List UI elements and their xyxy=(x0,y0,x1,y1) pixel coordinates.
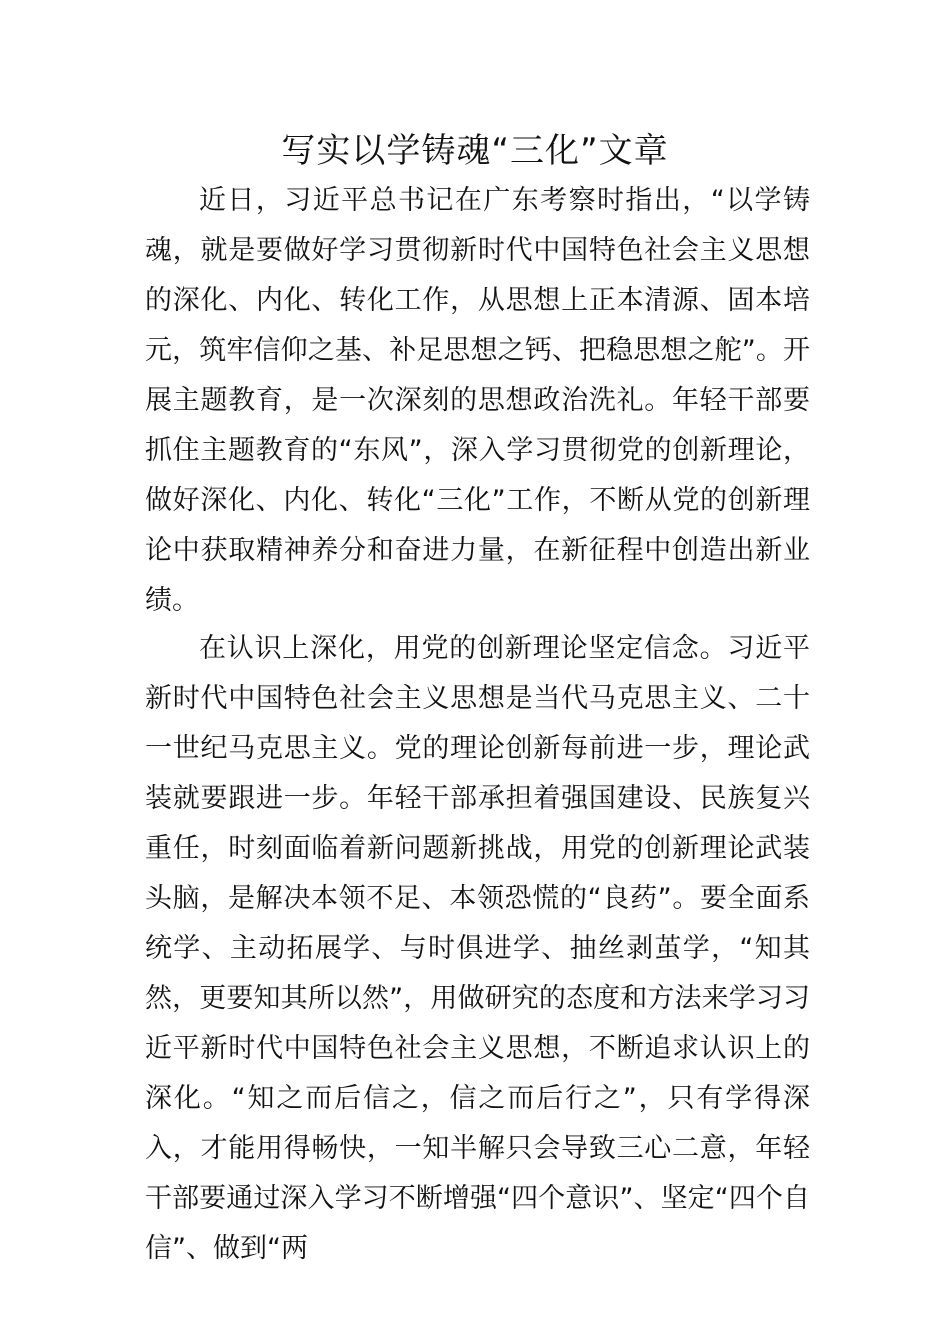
paragraph-2: 在认识上深化，用党的创新理论坚定信念。习近平新时代中国特色社会主义思想是当代马克思主义、二十一世纪马克思主义。党的理论创新每前进一步，理论武装就要跟进一步。年轻干部承担着强国建设、民族复兴重任，时刻面临着新问题新挑战，用党的创新理论武装头脑，是解决本领不足、本领恐慌的“良药”。要全面系统学、主动拓展学、与时俱进学、抽丝剥茧学，“知其然，更要知其所以然”，用做研究的态度和方法来学习习近平新时代中国特色社会主义思想，不断追求认识上的深化。“知之而后信之，信之而后行之”，只有学得深入，才能用得畅快，一知半解只会导致三心二意，年轻干部要通过深入学习不断增强“四个意识”、坚定“四个自信”、做到“两 xyxy=(145,633,810,1264)
document-title: 写实以学铸魂“三化”文章 xyxy=(281,131,669,171)
paragraph-2-container xyxy=(145,624,810,1274)
paragraph-1-container xyxy=(145,176,810,626)
paragraph-1: 近日，习近平总书记在广东考察时指出，“以学铸魂，就是要做好学习贯彻新时代中国特色社会主义思想的深化、内化、转化工作，从思想上正本清源、固本培元，筑牢信仰之基、补足思想之钙、把稳思想之舵”。开展主题教育，是一次深刻的思想政治洗礼。年轻干部要抓住主题教育的“东风”，深入学习贯彻党的创新理论，做好深化、内化、转化“三化”工作，不断从党的创新理论中获取精神养分和奋进力量，在新征程中创造出新业绩。 xyxy=(145,185,810,616)
